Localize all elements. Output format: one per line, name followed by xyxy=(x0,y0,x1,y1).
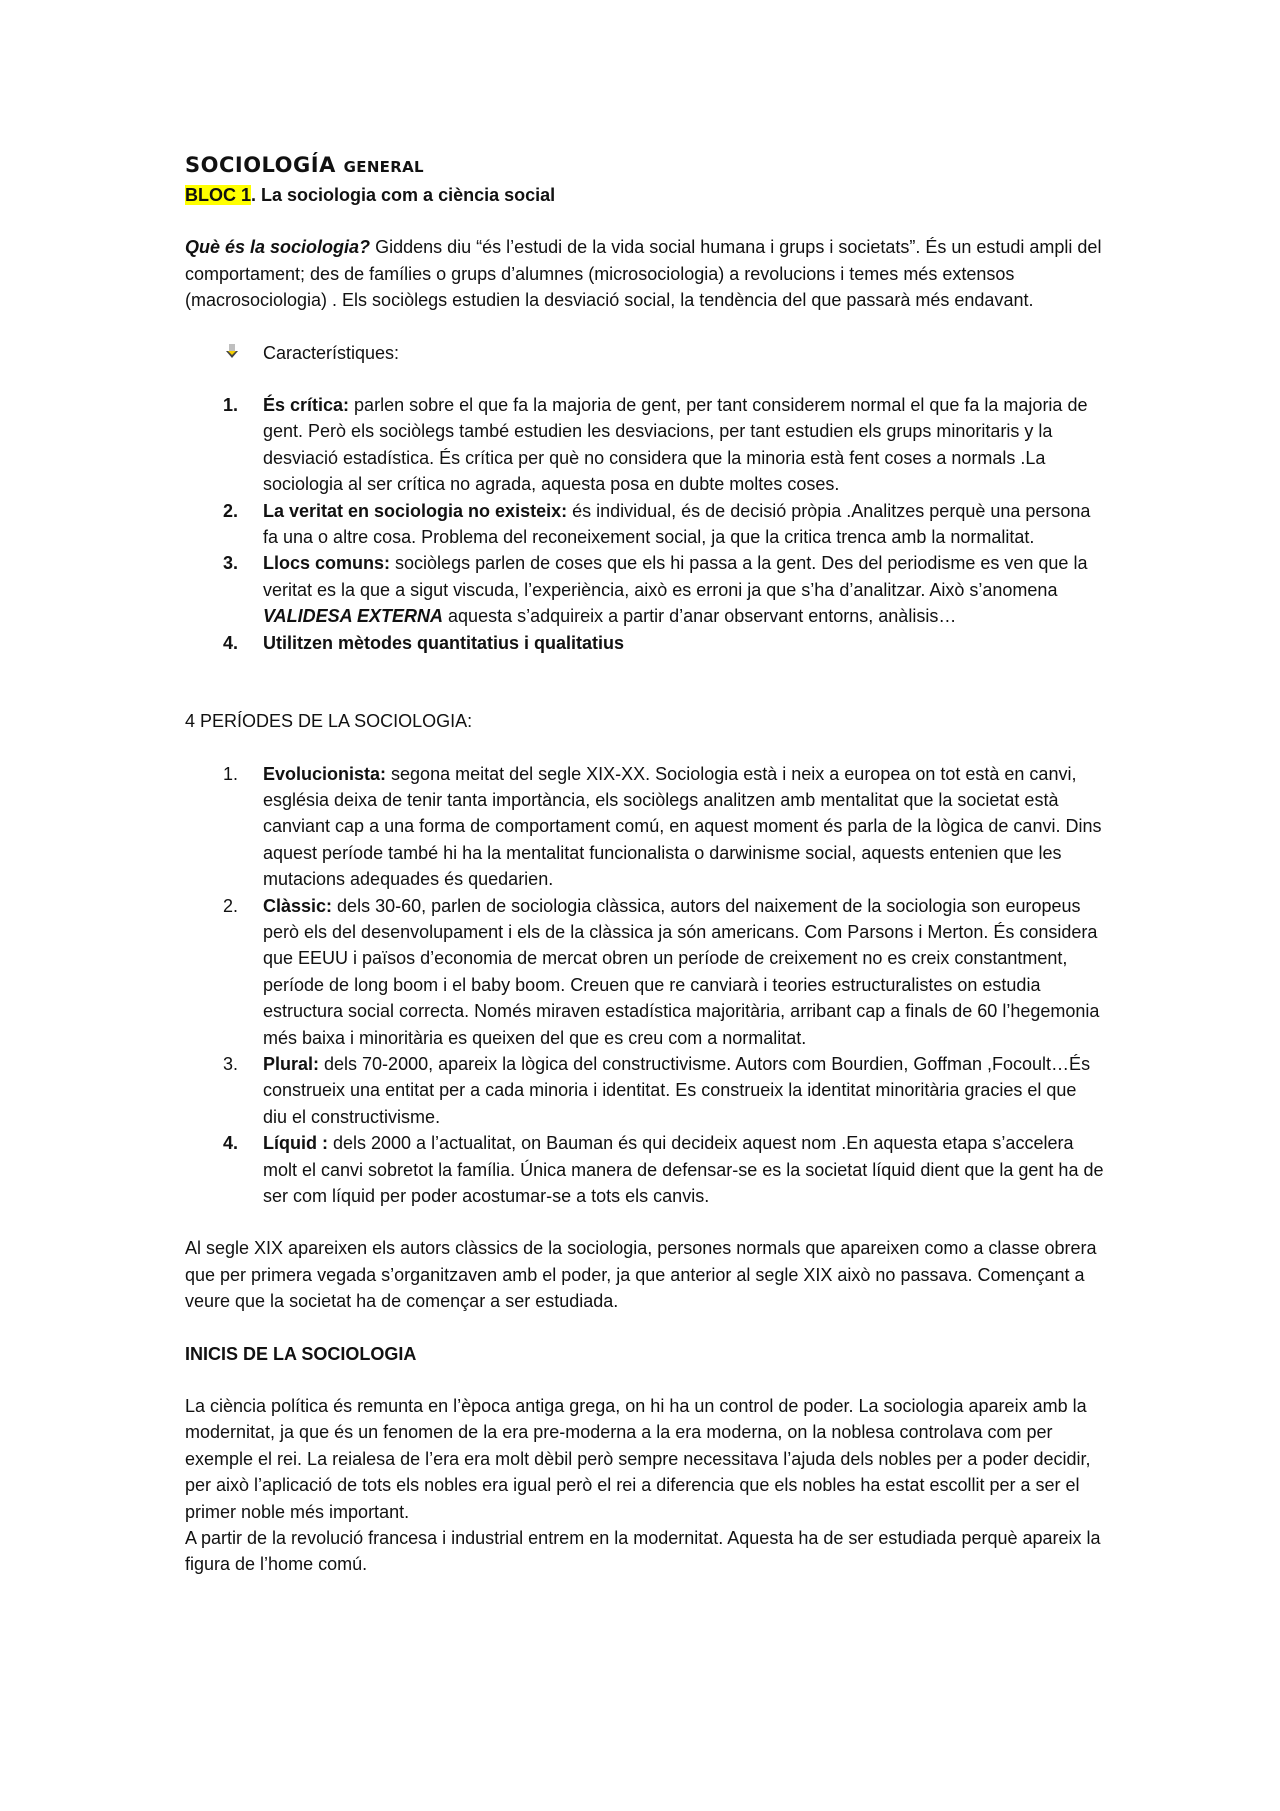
list-item xyxy=(185,1051,1105,1130)
list-item xyxy=(185,630,1105,656)
periods-list xyxy=(185,761,1105,1210)
characteristics-list xyxy=(185,392,1105,656)
list-item xyxy=(185,392,1105,498)
list-item-title: Evolucionista: xyxy=(263,763,387,784)
list-item xyxy=(185,550,1105,629)
subtitle-highlight: BLOC 1 xyxy=(185,185,252,205)
list-number: 4. xyxy=(223,632,239,653)
periods-heading: 4 PERÍODES DE LA SOCIOLOGIA: xyxy=(185,711,473,732)
inicis-heading: INICIS DE LA SOCIOLOGIA xyxy=(185,1343,417,1364)
list-item-title: Utilitzen mètodes quantitatius i qualitatius xyxy=(263,632,625,653)
list-number: 1. xyxy=(223,763,239,784)
list-number: 3. xyxy=(223,1053,239,1074)
characteristics-bullet xyxy=(185,340,1105,366)
list-item-text: parlen sobre el que fa la majoria de gent, per tant considerem normal el que fa la majoria de gent. Però els sociòlegs també estudien les desviacions, per tant estudien els grups minoritaris y la desviació estadística. És crítica per què no considera que la minoria està fent coses a normals .La sociologia al ser crítica no agrada, aquesta posa en dubte moltes coses. xyxy=(263,395,1088,495)
list-item xyxy=(185,761,1105,893)
list-item-text: dels 70-2000, apareix la lògica del constructivisme. Autors com Bourdien, Goffman ,Focoult…És construeix una entitat per a cada minoria i identitat. Es construeix la identitat minoritària gracies el que diu el constructivisme. xyxy=(263,1053,1091,1127)
list-item-title: Llocs comuns: xyxy=(263,553,391,574)
list-item-title: Plural: xyxy=(263,1053,320,1074)
list-item-title: La veritat en sociologia no existeix: xyxy=(263,500,568,521)
list-item xyxy=(185,893,1105,1051)
inicis-paragraph-2: A partir de la revolució francesa i industrial entrem en la modernitat. Aquesta ha de ser estudiada perquè apareix la figura de l’home comú. xyxy=(185,1528,1101,1575)
list-number: 2. xyxy=(223,895,239,916)
list-item-text: dels 2000 a l’actualitat, on Bauman és qui decideix aquest nom .En aquesta etapa s’accelera molt el canvi sobretot la família. Única manera de defensar-se es la societat líquid dient que la gent ha de ser com líquid per poder acostumar-se a tots els canvis. xyxy=(263,1133,1104,1206)
title-main: SOCIOLOGÍA xyxy=(185,153,336,177)
list-item-text-continued: aquesta s’adquireix a partir d’anar observant entorns, anàlisis… xyxy=(443,606,957,627)
list-item-text: és individual, és de decisió pròpia .Analitzes perquè una persona fa una o altre cosa. Problema del reconeixement social, ja que la critica trenca amb la normalitat. xyxy=(263,500,1091,548)
list-item-emphasis: VALIDESA EXTERNA xyxy=(263,606,444,627)
paragraph-segle-xix: Al segle XIX apareixen els autors clàssics de la sociologia, persones normals que apareixen como a classe obrera que per primera vegada s’organitzaven amb el poder, ja que anterior al segle XIX això no passava. Començant a veure que la societat ha de començar a ser estudiada. xyxy=(185,1238,1097,1312)
list-number: 4. xyxy=(223,1133,239,1154)
list-item xyxy=(185,498,1105,551)
inicis-paragraph-1: La ciència política és remunta en l’època antiga grega, on hi ha un control de poder. La sociologia apareix amb la modernitat, ja que és un fenomen de la era pre-moderna a la era moderna, on la noblesa controlava com per exemple el rei. La reialesa de l’era era molt dèbil però sempre necessitava l’ajuda dels nobles per a poder decidir, per això l’aplicació de tots els nobles era igual però el rei a diferencia que els nobles ha estat escollit per a ser el primer noble més important. xyxy=(185,1396,1091,1522)
list-number: 3. xyxy=(223,553,239,574)
document-subtitle xyxy=(185,182,1105,208)
list-item-title: Clàssic: xyxy=(263,895,333,916)
intro-text: Giddens diu “és l’estudi de la vida social humana i grups i societats”. És un estudi ampli del comportament; des de famílies o grups d’alumnes (microsociologia) a revolucions i temes més extensos (macrosociologia) . Els sociòlegs estudien la desviació social, la tendència del que passarà més endavant. xyxy=(185,237,1102,311)
title-small: GENERAL xyxy=(343,158,424,176)
intro-paragraph xyxy=(185,234,1105,313)
document-page xyxy=(185,150,1105,1578)
intro-lead: Què és la sociologia? xyxy=(185,237,371,258)
list-number: 1. xyxy=(223,395,239,416)
arrow-bullet-icon xyxy=(226,344,238,358)
list-item-title: Líquid : xyxy=(263,1133,328,1154)
subtitle-rest: . La sociologia com a ciència social xyxy=(251,185,556,205)
list-item-title: És crítica: xyxy=(263,395,350,416)
characteristics-label: Característiques: xyxy=(263,342,400,363)
list-item xyxy=(185,1130,1105,1209)
list-item-text: sociòlegs parlen de coses que els hi passa a la gent. Des del periodisme es ven que la veritat es la que a sigut viscuda, l’experiència, això es erroni ja que s’ha d’analitzar. Això s’anomena xyxy=(263,553,1088,600)
document-title xyxy=(185,150,1105,182)
list-item-text: segona meitat del segle XIX-XX. Sociologia està i neix a europea on tot està en canvi, església deixa de tenir tanta importància, els sociòlegs analitzen amb mentalitat que la societat està canviant cap a una forma de comportament comú, en aquest moment és parla de la lògica de canvi. Dins aquest període també hi ha la mentalitat funcionalista o darwinisme social, aquests entenien que les mutacions adequades és quedarien. xyxy=(263,763,1102,890)
list-number: 2. xyxy=(223,500,239,521)
list-item-text: dels 30-60, parlen de sociologia clàssica, autors del naixement de la sociologia son europeus però els del desenvolupament i els de la clàssica ja són americans. Com Parsons i Merton. És considera que EEUU i països d’economia de mercat obren un període de creixement no es creix constantment, període de long boom i el baby boom. Creuen que re canviarà i teories estructuralistes on estudia estructura social correcta. Només miraven estadística majoritària, arribant cap a finals de 60 l’hegemonia més baixa i minoritària es queixen del que es creu com a normalitat. xyxy=(263,895,1100,1048)
